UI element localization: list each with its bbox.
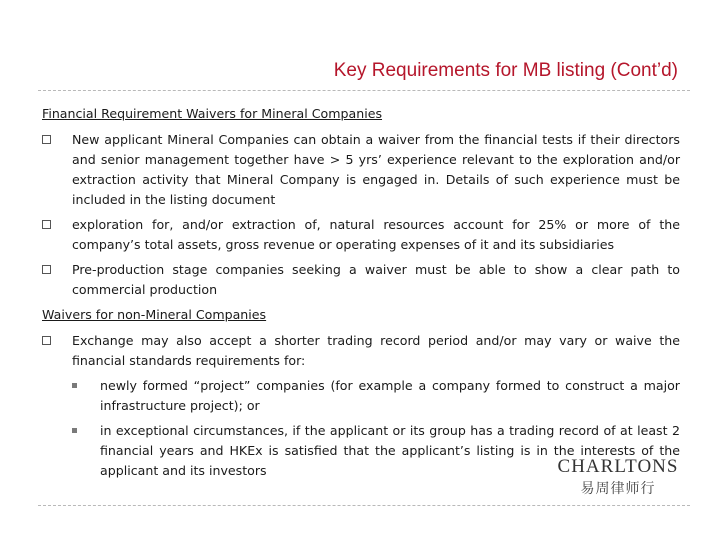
section-heading-non-mineral: Waivers for non-Mineral Companies [42, 307, 267, 322]
square-bullet-icon [42, 135, 51, 144]
slide-content [42, 104, 680, 486]
sub-list-item-text: newly formed “project” companies (for example a company formed to construct a major infrastructure project); or [100, 378, 680, 413]
charltons-logo [556, 456, 680, 498]
list-item [42, 331, 680, 371]
list-item [42, 130, 680, 210]
top-divider [38, 90, 690, 91]
small-square-bullet-icon [72, 428, 77, 433]
square-bullet-icon [42, 265, 51, 274]
bottom-divider [38, 505, 690, 506]
small-square-bullet-icon [72, 383, 77, 388]
sub-list-item-text: in exceptional circumstances, if the applicant or its group has a trading record of at least 2 financial years and HKEx is satisfied that the applicant’s listing is in the interests of the applicant and its investors [100, 423, 680, 478]
list-item-text: Exchange may also accept a shorter trading record period and/or may vary or waive the financial standards requirements for: [72, 333, 680, 368]
list-item [42, 215, 680, 255]
sub-list-item [42, 376, 680, 416]
section-heading-mineral: Financial Requirement Waivers for Mineral Companies [42, 106, 383, 121]
list-item-text: exploration for, and/or extraction of, natural resources account for 25% or more of the company’s total assets, gross revenue or operating expenses of it and its subsidiaries [72, 217, 680, 252]
list-item [42, 260, 680, 300]
square-bullet-icon [42, 336, 51, 345]
logo-name-zh: 易周律师行 [580, 481, 656, 497]
square-bullet-icon [42, 220, 51, 229]
list-item-text: New applicant Mineral Companies can obtain a waiver from the financial tests if their directors and senior management together have > 5 yrs’ experience relevant to the exploration and/or extraction activity that Mineral Company is engaged in. Details of such experience must be included in the listing document [72, 132, 680, 207]
list-item-text: Pre-production stage companies seeking a waiver must be able to show a clear path to commercial production [72, 262, 680, 297]
logo-name-en: CHARLTONS [557, 456, 679, 477]
slide-title: Key Requirements for MB listing (Cont’d) [333, 60, 678, 81]
